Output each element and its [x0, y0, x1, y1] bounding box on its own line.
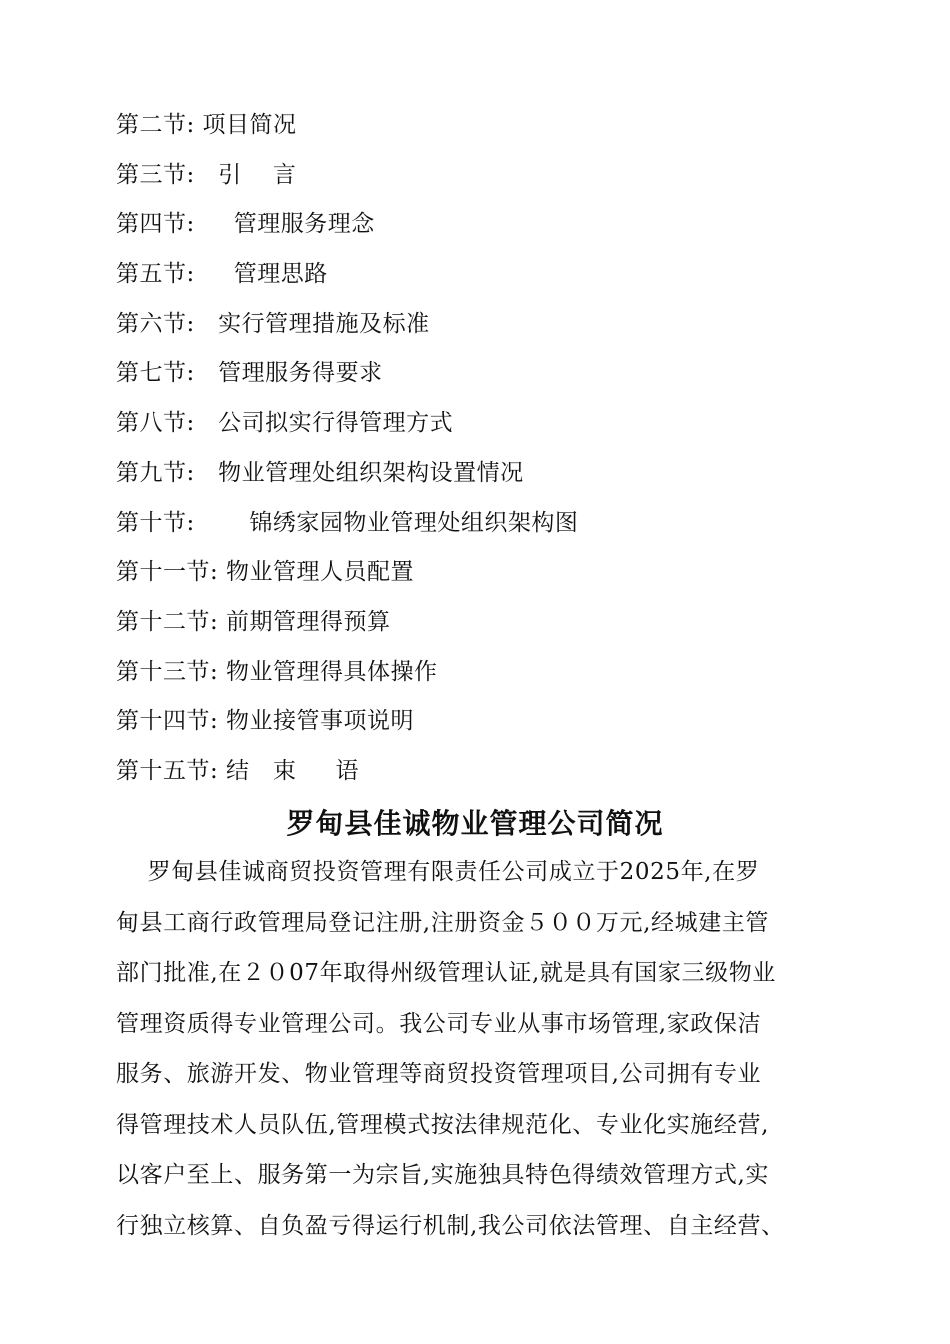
- section-title: 罗甸县佳诚物业管理公司简况: [286, 807, 664, 840]
- paragraph-line: 得管理技术人员队伍,管理模式按法律规范化、专业化实施经营,: [116, 1111, 770, 1138]
- toc-entry: 第十一节: 物业管理人员配置: [116, 559, 415, 586]
- toc-entry: 第十节: 锦绣家园物业管理处组织架构图: [116, 509, 579, 536]
- paragraph-line: 行独立核算、自负盈亏得运行机制,我公司依法管理、自主经营、: [116, 1212, 785, 1239]
- paragraph-line: 服务、旅游开发、物业管理等商贸投资管理项目,公司拥有专业: [116, 1061, 762, 1087]
- toc-entry: 第四节: 管理服务理念: [116, 211, 375, 238]
- toc-entry: 第二节: 项目简况: [116, 112, 297, 138]
- paragraph-line: 罗甸县佳诚商贸投资管理有限责任公司成立于2025年,在罗: [116, 859, 760, 885]
- paragraph-line: 甸县工商行政管理局登记注册,注册资金５００万元,经城建主管: [116, 909, 770, 936]
- toc-entry: 第八节: 公司拟实行得管理方式: [116, 410, 454, 437]
- paragraph-line: 部门批准,在２０07年取得州级管理认证,就是具有国家三级物业: [116, 960, 776, 986]
- toc-entry: 第十五节: 结 束 语: [116, 757, 360, 784]
- toc-entry: 第七节: 管理服务得要求: [116, 360, 383, 387]
- table-of-contents: [116, 104, 876, 800]
- toc-entry: 第十二节: 前期管理得预算: [116, 608, 391, 635]
- company-overview-paragraph: [116, 848, 846, 1252]
- toc-entry: 第十三节: 物业管理得具体操作: [116, 658, 438, 685]
- toc-entry: 第十四节: 物业接管事项说明: [116, 708, 415, 735]
- paragraph-line: 管理资质得专业管理公司。我公司专业从事市场管理,家政保洁: [116, 1010, 762, 1037]
- toc-entry: 第九节: 物业管理处组织架构设置情况: [116, 459, 524, 486]
- paragraph-line: 以客户至上、服务第一为宗旨,实施独具特色得绩效管理方式,实: [116, 1162, 770, 1188]
- toc-entry: 第五节: 管理思路: [116, 261, 328, 288]
- toc-entry: 第三节: 引 言: [116, 161, 297, 188]
- toc-entry: 第六节: 实行管理措施及标准: [116, 310, 430, 337]
